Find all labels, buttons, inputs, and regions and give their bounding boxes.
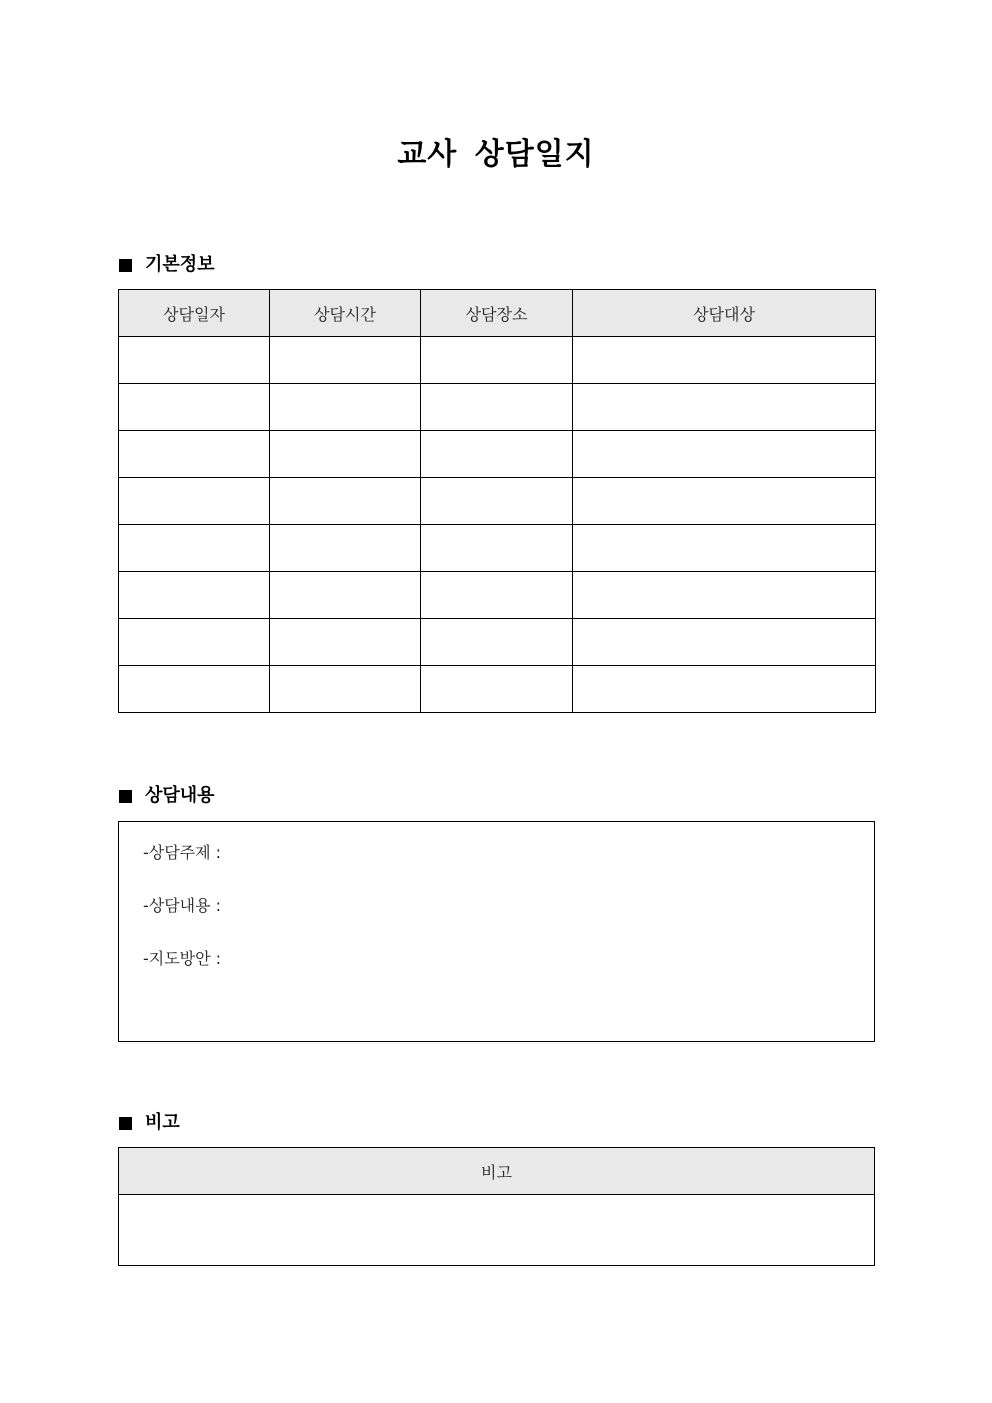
- table-row: [119, 572, 876, 619]
- table-input-cell[interactable]: [270, 337, 421, 384]
- table-input-cell[interactable]: [270, 666, 421, 713]
- table-row: [119, 1195, 875, 1266]
- table-input-cell[interactable]: [421, 525, 573, 572]
- table-input-cell[interactable]: [421, 478, 573, 525]
- table-row: [119, 666, 876, 713]
- square-bullet-icon: [119, 259, 132, 272]
- table-input-cell[interactable]: [573, 384, 876, 431]
- counsel-topic-line: -상담주제 :: [143, 843, 222, 862]
- table-input-cell[interactable]: [270, 478, 421, 525]
- table-header-row: [119, 290, 876, 337]
- basic-info-table-body: [119, 337, 876, 713]
- table-input-cell[interactable]: [421, 666, 573, 713]
- table-input-cell[interactable]: [270, 572, 421, 619]
- counsel-detail-line: -상담내용 :: [143, 896, 222, 915]
- remarks-heading: [119, 1111, 180, 1135]
- column-header-date: 상담일자: [119, 290, 270, 337]
- remarks-table: [118, 1147, 875, 1266]
- table-input-cell[interactable]: [573, 431, 876, 478]
- table-row: [119, 478, 876, 525]
- basic-info-heading-text: 기본정보: [145, 254, 215, 275]
- table-input-cell[interactable]: [573, 619, 876, 666]
- table-input-cell[interactable]: [573, 478, 876, 525]
- table-input-cell[interactable]: [119, 666, 270, 713]
- page-title: 교사 상담일지: [397, 137, 595, 172]
- table-input-cell[interactable]: [119, 478, 270, 525]
- column-header-remarks: 비고: [119, 1148, 875, 1195]
- column-header-place: 상담장소: [421, 290, 573, 337]
- table-input-cell[interactable]: [119, 619, 270, 666]
- table-input-cell[interactable]: [119, 337, 270, 384]
- table-input-cell[interactable]: [421, 337, 573, 384]
- table-input-cell[interactable]: [270, 384, 421, 431]
- table-input-cell[interactable]: [119, 572, 270, 619]
- table-input-cell[interactable]: [573, 525, 876, 572]
- remarks-input-cell[interactable]: [119, 1195, 875, 1266]
- table-input-cell[interactable]: [421, 384, 573, 431]
- table-row: [119, 431, 876, 478]
- square-bullet-icon: [119, 790, 132, 803]
- basic-info-heading: [119, 253, 215, 277]
- table-row: [119, 337, 876, 384]
- counsel-content-heading-text: 상담내용: [145, 785, 215, 806]
- remarks-heading-text: 비고: [145, 1112, 180, 1133]
- table-input-cell[interactable]: [573, 666, 876, 713]
- table-input-cell[interactable]: [119, 525, 270, 572]
- table-input-cell[interactable]: [119, 431, 270, 478]
- counsel-content-box[interactable]: [118, 821, 875, 1042]
- table-input-cell[interactable]: [421, 619, 573, 666]
- table-row: [119, 619, 876, 666]
- column-header-time: 상담시간: [270, 290, 421, 337]
- table-input-cell[interactable]: [573, 337, 876, 384]
- table-row: [119, 525, 876, 572]
- counsel-content-heading: [119, 784, 215, 808]
- table-input-cell[interactable]: [421, 431, 573, 478]
- square-bullet-icon: [119, 1117, 132, 1130]
- table-input-cell[interactable]: [270, 619, 421, 666]
- table-input-cell[interactable]: [119, 384, 270, 431]
- table-input-cell[interactable]: [270, 525, 421, 572]
- table-input-cell[interactable]: [573, 572, 876, 619]
- table-input-cell[interactable]: [270, 431, 421, 478]
- table-input-cell[interactable]: [421, 572, 573, 619]
- table-row: [119, 384, 876, 431]
- basic-info-table: [118, 289, 876, 713]
- column-header-target: 상담대상: [573, 290, 876, 337]
- guidance-plan-line: -지도방안 :: [143, 949, 222, 968]
- table-header-row: [119, 1148, 875, 1195]
